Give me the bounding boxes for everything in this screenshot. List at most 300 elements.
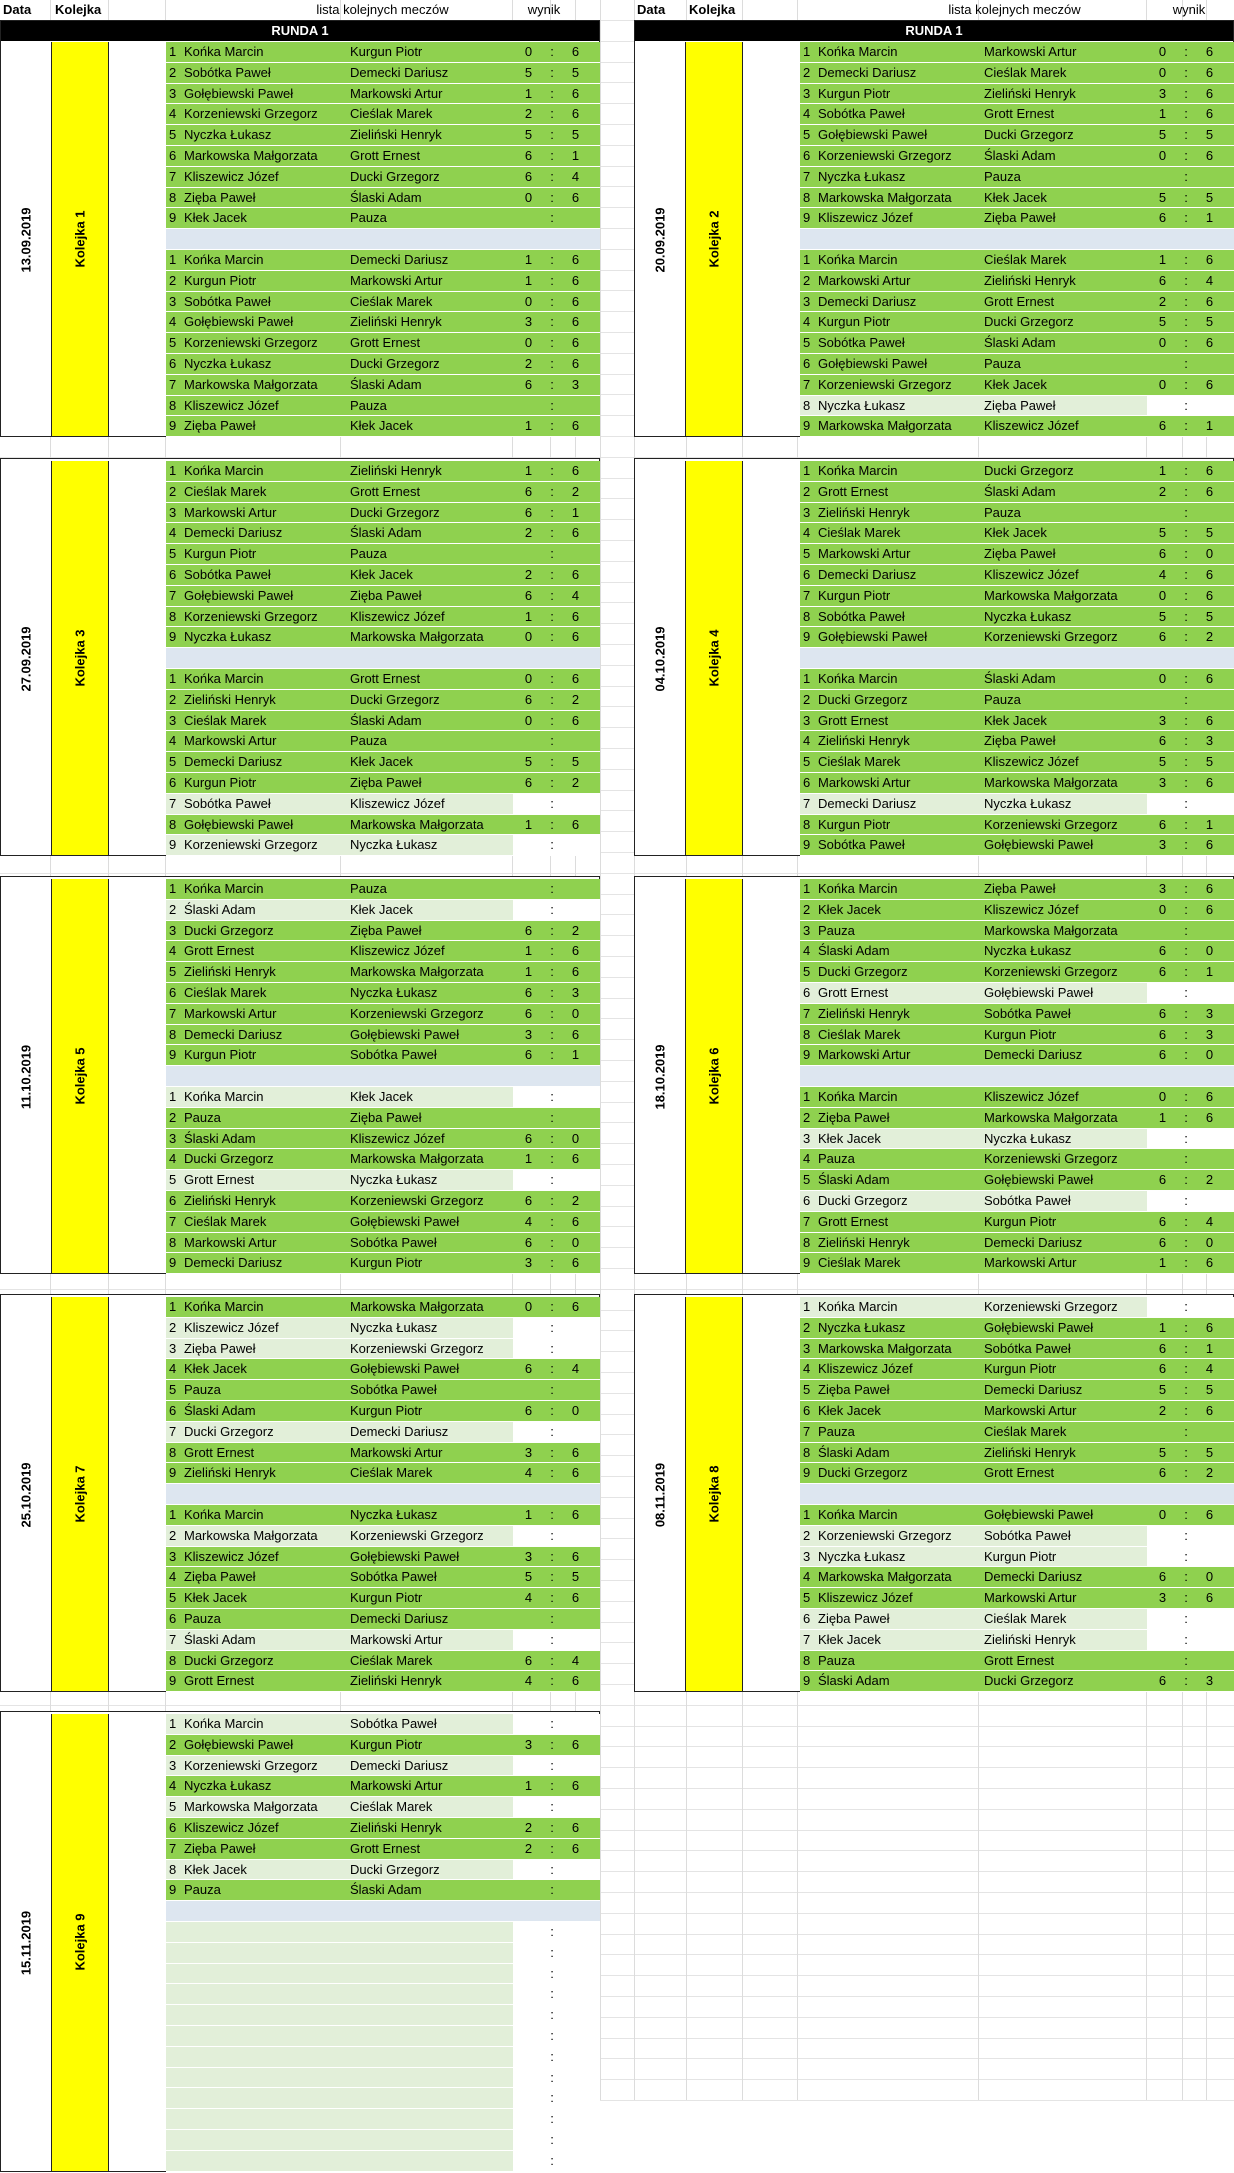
match-row[interactable] [166, 1526, 600, 1547]
match-row[interactable] [166, 1380, 600, 1401]
score-home[interactable]: 0 [1158, 1089, 1167, 1104]
match-row[interactable] [800, 354, 1234, 375]
match-row[interactable] [800, 565, 1234, 586]
score-away[interactable]: 2 [1205, 1465, 1214, 1481]
match-row[interactable] [166, 1567, 600, 1588]
score-home[interactable]: 5 [524, 127, 533, 143]
score-home[interactable]: 6 [1158, 1213, 1167, 1229]
match-row[interactable] [800, 711, 1234, 732]
match-row[interactable] [800, 1297, 1234, 1318]
match-row[interactable] [800, 1359, 1234, 1380]
match-row[interactable] [800, 1045, 1234, 1066]
score-home[interactable]: 2 [524, 106, 533, 122]
score-away[interactable]: 6 [1205, 1319, 1214, 1335]
match-row[interactable] [800, 1526, 1234, 1547]
match-row[interactable] [800, 146, 1234, 167]
match-row[interactable] [166, 1735, 600, 1756]
match-row[interactable] [166, 815, 600, 836]
score-away[interactable]: 6 [1205, 64, 1214, 80]
score-away[interactable]: 6 [1205, 712, 1214, 728]
match-row[interactable] [166, 461, 600, 482]
score-home[interactable]: 1 [524, 964, 533, 980]
match-row[interactable] [166, 146, 600, 167]
match-row[interactable] [166, 188, 600, 209]
score-home[interactable]: 6 [524, 775, 533, 790]
score-home[interactable]: 3 [524, 1548, 533, 1564]
match-row[interactable] [166, 1860, 600, 1881]
match-row[interactable] [166, 523, 600, 544]
match-row[interactable] [800, 669, 1234, 690]
score-away[interactable]: 6 [571, 964, 580, 980]
score-home[interactable]: 6 [1158, 1673, 1167, 1689]
score-home[interactable]: 0 [1158, 671, 1167, 686]
match-row[interactable] [800, 1233, 1234, 1254]
score-away[interactable]: 2 [1205, 1172, 1214, 1188]
match-row[interactable] [800, 461, 1234, 482]
header-lista-right[interactable]: lista kolejnych meczów [948, 2, 1081, 17]
score-away[interactable]: 4 [571, 1652, 580, 1668]
match-row[interactable] [800, 1191, 1234, 1212]
match-row[interactable] [800, 167, 1234, 188]
score-away[interactable]: 4 [571, 1361, 580, 1377]
match-row[interactable] [800, 1567, 1234, 1588]
score-away[interactable]: 6 [571, 335, 580, 351]
match-row[interactable] [166, 1880, 600, 1901]
match-row[interactable] [800, 188, 1234, 209]
header-data[interactable]: Data [3, 2, 32, 17]
match-row[interactable] [800, 1253, 1234, 1274]
match-row[interactable] [166, 1359, 600, 1380]
match-row[interactable] [166, 104, 600, 125]
match-row[interactable] [166, 1651, 600, 1672]
match-row[interactable] [800, 1212, 1234, 1233]
score-away[interactable]: 5 [1205, 127, 1214, 143]
match-row[interactable] [800, 1108, 1234, 1129]
match-row[interactable] [800, 1318, 1234, 1339]
match-row[interactable] [166, 962, 600, 983]
score-home[interactable]: 3 [524, 1255, 533, 1271]
match-row[interactable] [166, 2026, 600, 2047]
score-home[interactable]: 1 [524, 418, 533, 434]
score-home[interactable]: 6 [1158, 546, 1167, 562]
match-row[interactable] [166, 2047, 600, 2068]
score-away[interactable]: 1 [1205, 210, 1214, 226]
match-row[interactable] [166, 208, 600, 229]
match-row[interactable] [800, 1149, 1234, 1170]
score-home[interactable]: 0 [1158, 335, 1167, 351]
match-row[interactable] [800, 292, 1234, 313]
score-home[interactable]: 0 [524, 712, 533, 728]
header-data-right[interactable]: Data [637, 2, 666, 17]
score-away[interactable]: 5 [1205, 1444, 1214, 1460]
score-home[interactable]: 6 [1158, 733, 1167, 749]
score-away[interactable]: 6 [1205, 1109, 1214, 1125]
score-home[interactable]: 6 [1158, 1172, 1167, 1188]
score-away[interactable]: 6 [571, 608, 580, 624]
match-row[interactable] [166, 586, 600, 607]
score-home[interactable]: 5 [1158, 1382, 1167, 1398]
header-kolejka-right[interactable]: Kolejka [689, 2, 736, 17]
score-home[interactable]: 6 [1158, 210, 1167, 226]
score-home[interactable]: 1 [1158, 252, 1167, 267]
match-row[interactable] [166, 794, 600, 815]
score-away[interactable]: 6 [571, 1548, 580, 1564]
match-row[interactable] [166, 167, 600, 188]
score-away[interactable]: 6 [571, 1151, 580, 1167]
match-row[interactable] [166, 669, 600, 690]
score-away[interactable]: 5 [571, 127, 580, 143]
score-away[interactable]: 0 [1205, 1234, 1214, 1250]
score-away[interactable]: 6 [1205, 44, 1214, 59]
score-away[interactable]: 6 [571, 106, 580, 122]
header-wynik-right[interactable]: wynik [1172, 2, 1206, 17]
match-row[interactable] [166, 1714, 600, 1735]
score-home[interactable]: 3 [1158, 837, 1167, 853]
score-home[interactable]: 6 [1158, 1465, 1167, 1481]
match-row[interactable] [166, 84, 600, 105]
match-row[interactable] [800, 1505, 1234, 1526]
match-row[interactable] [166, 1609, 600, 1630]
score-home[interactable]: 2 [1158, 483, 1167, 499]
score-away[interactable]: 6 [1205, 567, 1214, 582]
score-home[interactable]: 1 [524, 608, 533, 624]
score-home[interactable]: 5 [524, 64, 533, 80]
match-row[interactable] [166, 544, 600, 565]
score-away[interactable]: 2 [571, 775, 580, 790]
score-away[interactable]: 6 [1205, 881, 1214, 896]
score-away[interactable]: 6 [1205, 837, 1214, 853]
score-home[interactable]: 4 [524, 1590, 533, 1606]
score-away[interactable]: 6 [571, 44, 580, 59]
match-row[interactable] [166, 1839, 600, 1860]
score-away[interactable]: 0 [571, 1130, 580, 1146]
match-row[interactable] [166, 482, 600, 503]
match-row[interactable] [166, 690, 600, 711]
match-row[interactable] [800, 208, 1234, 229]
score-home[interactable]: 6 [1158, 1234, 1167, 1250]
score-home[interactable]: 1 [524, 1507, 533, 1522]
match-row[interactable] [166, 396, 600, 417]
score-home[interactable]: 6 [524, 691, 533, 707]
score-home[interactable]: 0 [1158, 64, 1167, 80]
match-row[interactable] [166, 607, 600, 628]
score-away[interactable]: 5 [571, 64, 580, 80]
score-away[interactable]: 6 [1205, 293, 1214, 309]
score-home[interactable]: 6 [524, 1361, 533, 1377]
score-away[interactable]: 6 [571, 1213, 580, 1229]
score-home[interactable]: 6 [524, 1130, 533, 1146]
match-row[interactable] [166, 1149, 600, 1170]
match-row[interactable] [166, 1505, 600, 1526]
score-away[interactable]: 6 [571, 463, 580, 478]
score-home[interactable]: 0 [524, 293, 533, 309]
match-row[interactable] [166, 2151, 600, 2172]
score-away[interactable]: 6 [1205, 1089, 1214, 1104]
match-row[interactable] [800, 271, 1234, 292]
score-away[interactable]: 0 [571, 1403, 580, 1418]
score-home[interactable]: 1 [524, 816, 533, 832]
score-away[interactable]: 6 [571, 1255, 580, 1271]
score-home[interactable]: 6 [524, 922, 533, 938]
match-row[interactable] [800, 879, 1234, 900]
match-row[interactable] [800, 835, 1234, 856]
score-home[interactable]: 6 [524, 1047, 533, 1063]
score-home[interactable]: 1 [524, 85, 533, 101]
score-home[interactable]: 6 [524, 376, 533, 392]
match-row[interactable] [800, 815, 1234, 836]
match-row[interactable] [800, 1339, 1234, 1360]
match-row[interactable] [166, 1797, 600, 1818]
score-away[interactable]: 6 [1205, 1255, 1214, 1271]
score-home[interactable]: 1 [1158, 1255, 1167, 1271]
match-row[interactable] [166, 1233, 600, 1254]
score-away[interactable]: 6 [1205, 85, 1214, 101]
score-away[interactable]: 1 [1205, 1340, 1214, 1356]
score-away[interactable]: 6 [1205, 463, 1214, 478]
score-away[interactable]: 6 [571, 816, 580, 832]
match-row[interactable] [166, 1964, 600, 1985]
score-away[interactable]: 6 [1205, 335, 1214, 351]
score-home[interactable]: 0 [524, 671, 533, 686]
match-row[interactable] [166, 1170, 600, 1191]
match-row[interactable] [166, 1401, 600, 1422]
score-away[interactable]: 6 [571, 1778, 580, 1794]
match-row[interactable] [166, 1776, 600, 1797]
score-home[interactable]: 0 [1158, 901, 1167, 917]
header-kolejka[interactable]: Kolejka [55, 2, 102, 17]
match-row[interactable] [166, 1818, 600, 1839]
score-home[interactable]: 6 [524, 504, 533, 520]
score-home[interactable]: 3 [524, 314, 533, 330]
score-away[interactable]: 6 [571, 1673, 580, 1689]
score-home[interactable]: 6 [1158, 418, 1167, 434]
match-row[interactable] [166, 1004, 600, 1025]
score-away[interactable]: 6 [571, 567, 580, 582]
score-away[interactable]: 6 [1205, 106, 1214, 122]
match-row[interactable] [800, 250, 1234, 271]
score-home[interactable]: 0 [524, 189, 533, 205]
score-away[interactable]: 2 [571, 922, 580, 938]
match-row[interactable] [800, 586, 1234, 607]
match-row[interactable] [166, 627, 600, 648]
score-home[interactable]: 5 [524, 1569, 533, 1585]
match-row[interactable] [166, 711, 600, 732]
match-row[interactable] [166, 1630, 600, 1651]
score-home[interactable]: 6 [1158, 1026, 1167, 1042]
score-home[interactable]: 6 [1158, 1569, 1167, 1585]
match-row[interactable] [800, 1671, 1234, 1692]
score-away[interactable]: 3 [571, 985, 580, 1000]
score-home[interactable]: 6 [1158, 1340, 1167, 1356]
score-home[interactable]: 1 [1158, 1319, 1167, 1335]
score-away[interactable]: 6 [571, 525, 580, 541]
match-row[interactable] [800, 84, 1234, 105]
score-away[interactable]: 5 [1205, 608, 1214, 624]
match-row[interactable] [166, 416, 600, 437]
match-row[interactable] [800, 1170, 1234, 1191]
score-home[interactable]: 6 [1158, 816, 1167, 832]
match-row[interactable] [166, 375, 600, 396]
match-row[interactable] [166, 125, 600, 146]
score-home[interactable]: 1 [524, 272, 533, 288]
score-home[interactable]: 6 [1158, 964, 1167, 980]
match-row[interactable] [800, 1630, 1234, 1651]
score-away[interactable]: 6 [571, 1507, 580, 1522]
score-away[interactable]: 6 [571, 712, 580, 728]
score-home[interactable]: 1 [524, 1778, 533, 1794]
match-row[interactable] [166, 2109, 600, 2130]
score-away[interactable]: 6 [571, 85, 580, 101]
score-home[interactable]: 4 [524, 1673, 533, 1689]
match-row[interactable] [166, 1025, 600, 1046]
match-row[interactable] [166, 565, 600, 586]
score-away[interactable]: 4 [571, 168, 580, 184]
match-row[interactable] [800, 607, 1234, 628]
match-row[interactable] [800, 1025, 1234, 1046]
score-home[interactable]: 3 [1158, 881, 1167, 896]
score-home[interactable]: 6 [1158, 1047, 1167, 1063]
score-home[interactable]: 5 [1158, 608, 1167, 624]
score-away[interactable]: 6 [1205, 148, 1214, 163]
score-home[interactable]: 6 [524, 587, 533, 603]
score-away[interactable]: 0 [571, 1005, 580, 1021]
score-away[interactable]: 4 [1205, 272, 1214, 288]
match-row[interactable] [800, 416, 1234, 437]
score-home[interactable]: 5 [1158, 314, 1167, 330]
score-home[interactable]: 3 [1158, 775, 1167, 790]
match-row[interactable] [166, 2130, 600, 2151]
score-away[interactable]: 0 [1205, 1569, 1214, 1585]
match-row[interactable] [166, 773, 600, 794]
score-away[interactable]: 6 [1205, 252, 1214, 267]
score-away[interactable]: 1 [1205, 964, 1214, 980]
match-row[interactable] [800, 627, 1234, 648]
score-away[interactable]: 5 [571, 754, 580, 770]
match-row[interactable] [166, 1443, 600, 1464]
score-home[interactable]: 6 [524, 1005, 533, 1021]
score-away[interactable]: 6 [1205, 775, 1214, 790]
match-row[interactable] [166, 1297, 600, 1318]
match-row[interactable] [166, 900, 600, 921]
match-row[interactable] [166, 941, 600, 962]
match-row[interactable] [166, 1943, 600, 1964]
score-away[interactable]: 6 [571, 356, 580, 371]
score-home[interactable]: 0 [524, 44, 533, 59]
score-home[interactable]: 6 [1158, 272, 1167, 288]
match-row[interactable] [800, 1588, 1234, 1609]
match-row[interactable] [166, 1318, 600, 1339]
score-away[interactable]: 4 [571, 587, 580, 603]
match-row[interactable] [166, 2005, 600, 2026]
match-row[interactable] [166, 1087, 600, 1108]
score-away[interactable]: 3 [1205, 1005, 1214, 1021]
score-home[interactable]: 1 [524, 252, 533, 267]
score-home[interactable]: 5 [1158, 754, 1167, 770]
score-home[interactable]: 6 [1158, 1005, 1167, 1021]
score-away[interactable]: 5 [571, 1569, 580, 1585]
score-home[interactable]: 6 [524, 168, 533, 184]
score-away[interactable]: 6 [571, 1736, 580, 1752]
score-home[interactable]: 3 [1158, 1590, 1167, 1606]
match-row[interactable] [166, 1547, 600, 1568]
score-home[interactable]: 6 [524, 483, 533, 499]
score-away[interactable]: 5 [1205, 754, 1214, 770]
score-away[interactable]: 5 [1205, 1382, 1214, 1398]
score-home[interactable]: 2 [524, 356, 533, 371]
match-row[interactable] [166, 292, 600, 313]
match-row[interactable] [800, 503, 1234, 524]
score-away[interactable]: 6 [1205, 376, 1214, 392]
score-away[interactable]: 6 [571, 943, 580, 959]
score-home[interactable]: 6 [524, 1193, 533, 1208]
match-row[interactable] [800, 1129, 1234, 1150]
score-home[interactable]: 2 [524, 567, 533, 582]
score-away[interactable]: 4 [1205, 1361, 1214, 1377]
match-row[interactable] [166, 1463, 600, 1484]
score-home[interactable]: 0 [1158, 1507, 1167, 1522]
match-row[interactable] [166, 312, 600, 333]
match-row[interactable] [800, 1401, 1234, 1422]
score-away[interactable]: 0 [1205, 943, 1214, 959]
match-row[interactable] [166, 1191, 600, 1212]
score-home[interactable]: 5 [1158, 1444, 1167, 1460]
match-row[interactable] [166, 2088, 600, 2109]
score-away[interactable]: 6 [1205, 483, 1214, 499]
score-home[interactable]: 4 [524, 1465, 533, 1481]
score-away[interactable]: 6 [571, 1820, 580, 1835]
score-away[interactable]: 5 [1205, 314, 1214, 330]
score-home[interactable]: 6 [524, 148, 533, 163]
score-away[interactable]: 6 [571, 1026, 580, 1042]
score-away[interactable]: 0 [1205, 1047, 1214, 1063]
score-away[interactable]: 6 [1205, 901, 1214, 917]
match-row[interactable] [800, 482, 1234, 503]
score-home[interactable]: 2 [1158, 1403, 1167, 1418]
match-row[interactable] [166, 983, 600, 1004]
score-home[interactable]: 6 [1158, 943, 1167, 959]
match-row[interactable] [800, 375, 1234, 396]
score-away[interactable]: 6 [571, 272, 580, 288]
match-row[interactable] [800, 773, 1234, 794]
score-away[interactable]: 2 [571, 483, 580, 499]
score-home[interactable]: 6 [524, 1403, 533, 1418]
score-away[interactable]: 1 [571, 148, 580, 163]
match-row[interactable] [800, 104, 1234, 125]
match-row[interactable] [800, 962, 1234, 983]
score-home[interactable]: 1 [1158, 106, 1167, 122]
score-away[interactable]: 6 [571, 1444, 580, 1460]
match-row[interactable] [166, 879, 600, 900]
match-row[interactable] [800, 63, 1234, 84]
score-home[interactable]: 6 [1158, 629, 1167, 645]
match-row[interactable] [800, 794, 1234, 815]
score-away[interactable]: 3 [1205, 1673, 1214, 1689]
score-home[interactable]: 6 [524, 1234, 533, 1250]
match-row[interactable] [800, 523, 1234, 544]
match-row[interactable] [166, 2068, 600, 2089]
score-away[interactable]: 6 [1205, 587, 1214, 603]
match-row[interactable] [800, 1087, 1234, 1108]
match-row[interactable] [166, 503, 600, 524]
match-row[interactable] [800, 396, 1234, 417]
match-row[interactable] [166, 1045, 600, 1066]
match-row[interactable] [800, 983, 1234, 1004]
score-home[interactable]: 3 [524, 1026, 533, 1042]
header-wynik[interactable]: wynik [527, 2, 561, 17]
score-home[interactable]: 3 [524, 1736, 533, 1752]
score-away[interactable]: 6 [571, 629, 580, 645]
score-away[interactable]: 1 [571, 504, 580, 520]
